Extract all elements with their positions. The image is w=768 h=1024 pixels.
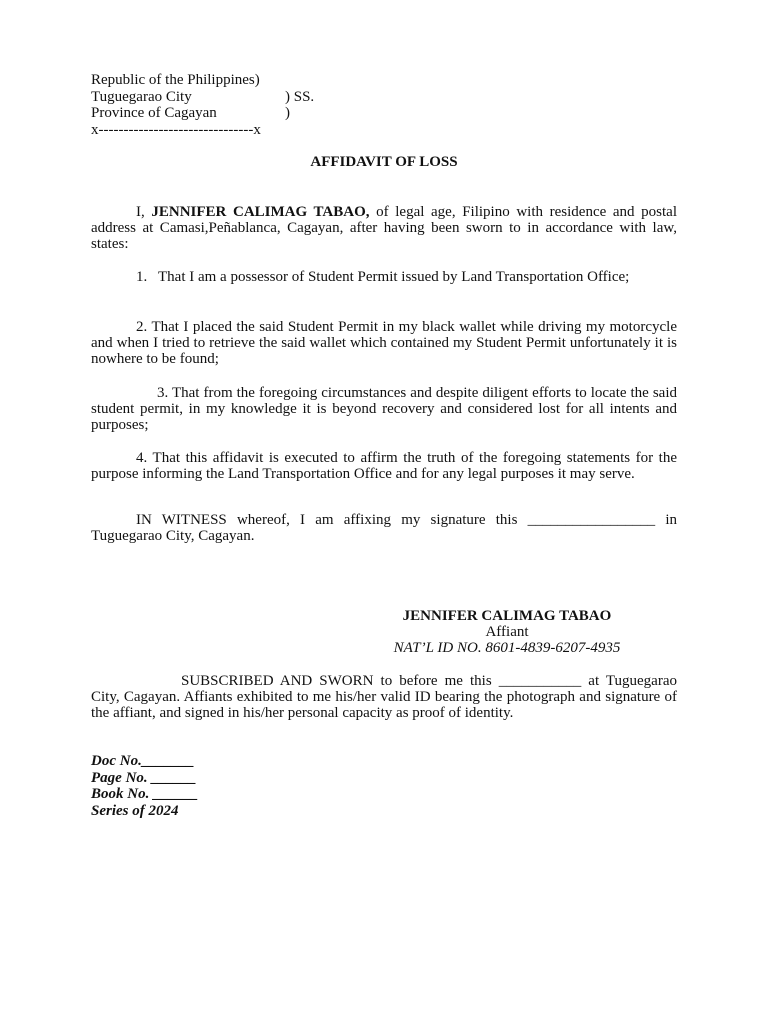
venue-separator-text: x-------------------------------x: [91, 121, 261, 138]
affiant-role: Affiant: [485, 624, 529, 640]
venue-line-separator: [91, 122, 261, 139]
item-3-number: 3.: [157, 385, 169, 401]
item-3: [91, 385, 677, 433]
item-1-number: 1.: [136, 269, 148, 285]
venue-republic-text: Republic of the Philippines): [91, 72, 260, 88]
witness-paragraph: IN WITNESS whereof, I am affixing my signature this _________________ in Tuguegarao City, Cagayan.: [91, 512, 677, 544]
intro-prefix: I,: [136, 204, 152, 220]
notary-register: [91, 753, 198, 819]
venue-block: [91, 72, 315, 138]
venue-paren-text: ): [285, 105, 290, 121]
intro-paragraph: [91, 204, 677, 252]
venue-line-republic: [91, 72, 261, 89]
item-1: [91, 269, 677, 285]
venue-city-text: Tuguegarao City: [91, 88, 192, 105]
venue-line-city: [91, 88, 315, 106]
document-title: AFFIDAVIT OF LOSS: [310, 154, 458, 170]
page-number: Page No. ______: [91, 769, 197, 786]
series-year: Series of 2024: [91, 802, 179, 819]
item-3-text: That from the foregoing circumstances and despite diligent efforts to locate the said student permit, in my knowledge it is beyond recovery and considered lost for all intents and purposes;: [91, 385, 678, 433]
venue-line-province: [91, 105, 290, 122]
item-4: [91, 450, 677, 482]
signature-block: [340, 608, 674, 656]
item-2-text: That I placed the said Student Permit in my black wallet while driving my motorcycle and when I tried to retrieve the said wallet which contained my Student Permit unfortunately it is nowhere to be found;: [91, 319, 677, 367]
affiant-id-number: NAT’L ID NO. 8601-4839-6207-4935: [393, 640, 621, 656]
affiant-name: JENNIFER CALIMAG TABAO: [402, 608, 612, 624]
book-number: Book No. ______: [91, 786, 199, 802]
item-4-number: 4.: [136, 450, 148, 466]
item-1-text: That I am a possessor of Student Permit issued by Land Transportation Office;: [158, 269, 630, 285]
intro-rest: of legal age, Filipino with residence and postal address at Camasi,Peñablanca, Cagayan, after having been sworn to in accordance with law, states:: [91, 204, 677, 252]
doc-number: Doc No._______: [91, 753, 195, 769]
venue-province-text: Province of Cagayan: [91, 105, 217, 121]
venue-ss-text: ) SS.: [285, 88, 315, 105]
item-2-number: 2.: [136, 319, 148, 335]
item-4-text: That this affidavit is executed to affirm the truth of the foregoing statements for the purpose informing the Land Transportation Office and for any legal purposes it may serve.: [91, 450, 677, 482]
jurat-paragraph: SUBSCRIBED AND SWORN to before me this ___________ at Tuguegarao City, Cagayan. Affiants exhibited to me his/her valid ID bearing the photograph and signature of the affiant, and signed in his/her personal capacity as proof of identity.: [91, 673, 677, 721]
affiant-name-inline: JENNIFER CALIMAG TABAO,: [151, 204, 370, 220]
item-2: [91, 319, 677, 367]
